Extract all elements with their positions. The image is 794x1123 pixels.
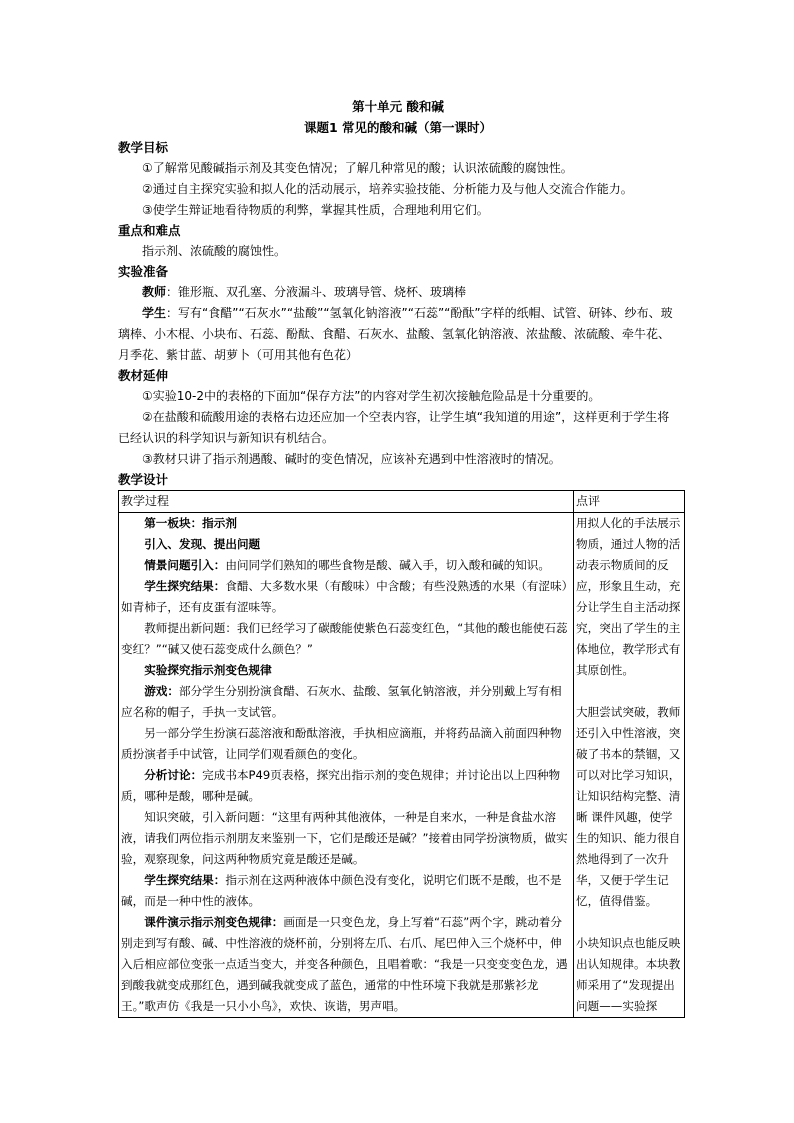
prep-teacher-label: 教师 [142, 285, 167, 299]
para-2-text: 食醋、大多数水果（有酸味）中含酸；有些没熟透的水果（有涩味）如青柿子，还有皮蛋有涩味等。 [121, 579, 568, 614]
prep-student-label: 学生 [142, 306, 167, 320]
para-4-text: 部分学生分别扮演食醋、石灰水、盐酸、氢氧化钠溶液，并分别戴上写有相应名称的帽子，手执一支试管。 [121, 684, 562, 719]
comment-cell [574, 513, 685, 1018]
extend-item-1: ①实验10-2中的表格的下面加“保存方法”的内容对学生初次接触危险品是十分重要的。 [142, 389, 601, 403]
prep-teacher [118, 282, 678, 303]
para-9-text: 画面是一只变色龙，身上写着“石蕊”两个字，跳动着分别走到写有酸、碱、中性溶液的烧杯前，分别将左爪、右爪、尾巴伸入三个烧杯中，伸入后相应部位变张一点适当变大，并变各种颜色，且唱着歌：“我是一只变变变色龙，遇到酸我就变成那红色，遇到碱我就变成了蓝色，通常的中性环境下我就是那紫衫龙王。”歌声仿《我是一只小小鸟》，欢快、诙谐，男声唱。 [121, 915, 568, 1013]
design-heading: 教学设计 [118, 472, 169, 487]
process-para-8 [121, 870, 571, 912]
para-1-label: 情景问题引入： [144, 558, 226, 572]
para-6-text: 完成书本P49页表格，探究出指示剂的变色规律；并讨论出以上四种物质，哪种是酸，哪种是碱。 [121, 768, 561, 803]
module-title: 第一板块：指示剂 [144, 516, 237, 530]
extend-item-3: ③教材只讲了指示剂遇酸、碱时的变色情况，应该补充遇到中性溶液时的情况。 [142, 452, 561, 466]
table-header-row [119, 491, 685, 513]
goals-heading: 教学目标 [118, 140, 169, 155]
para-9-label: 课件演示指示剂变色规律： [144, 915, 284, 929]
comment-3: 小块知识点也能反映出认知规律。本块教师采用了“发现提出问题——实验探 [576, 936, 681, 1013]
design-table [118, 490, 685, 1018]
goal-item-1: ①了解常见酸碱指示剂及其变色情况；了解几种常见的酸；认识浓硫酸的腐蚀性。 [142, 161, 573, 175]
process-para-3: 教师提出新问题：我们已经学习了碳酸能使紫色石蕊变红色，“其他的酸也能使石蕊变红？”“碱又使石蕊变成什么颜色？” [121, 621, 568, 656]
para-1-text: 由问同学们熟知的哪些食物是酸、碱入手，切入酸和碱的知识。 [225, 558, 550, 572]
intro-subhead: 引入、发现、提出问题 [144, 537, 261, 551]
table-row [119, 513, 685, 1018]
prep-teacher-text: ：锥形瓶、双孔塞、分液漏斗、玻璃导管、烧杯、玻璃棒 [166, 285, 467, 299]
experiment-subhead: 实验探究指示剂变色规律 [144, 663, 272, 677]
process-cell [119, 513, 574, 1018]
key-text: 指示剂、浓硫酸的腐蚀性。 [142, 244, 287, 258]
document-page [118, 96, 681, 1018]
header-comment: 点评 [574, 491, 685, 513]
process-para-1 [121, 555, 571, 576]
unit-title: 第十单元 酸和碱 [352, 99, 444, 114]
extend-item-2: ②在盐酸和硫酸用途的表格右边还应加一个空表内容，让学生填“我知道的用途”，这样更利于学生将已经认识的科学知识与新知识有机结合。 [118, 410, 670, 445]
comment-2: 大胆尝试突破，教师还引入中性溶液，突破了书本的禁锢，又可以对比学习知识，让知识结构完整、清晰 课件风趣，使学生的知识、能力很自然地得到了一次升华，又便于学生记忆，值得借鉴。 [576, 705, 681, 908]
key-heading: 重点和难点 [118, 223, 181, 238]
para-2-label: 学生探究结果： [144, 579, 226, 593]
header-process: 教学过程 [119, 491, 574, 513]
prep-student [118, 303, 678, 366]
title-block [118, 96, 678, 138]
process-para-5: 另一部分学生扮演石蕊溶液和酚酞溶液，手执相应滴瓶，并将药品滴入前面四种物质扮演者手中试管，让同学们观看颜色的变化。 [121, 726, 562, 761]
process-para-2 [121, 576, 571, 618]
process-para-9 [121, 912, 571, 1017]
extend-heading: 教材延伸 [118, 368, 169, 383]
process-para-7: 知识突破，引入新问题：“这里有两种其他液体，一种是自来水，一种是食盐水溶液，请我们两位指示剂朋友来鉴别一下，它们是酸还是碱？”接着由同学扮演物质，做实验，观察现象，问这两种物质究竟是酸还是碱。 [121, 810, 568, 866]
goal-item-2: ②通过自主探究实验和拟人化的活动展示，培养实验技能、分析能力及与他人交流合作能力。 [142, 182, 633, 196]
para-4-label: 游戏： [144, 684, 179, 698]
prep-heading: 实验准备 [118, 264, 169, 279]
para-6-label: 分析讨论： [144, 768, 203, 782]
goal-item-3: ③使学生辩证地看待物质的利弊，掌握其性质，合理地利用它们。 [142, 203, 489, 217]
process-para-4 [121, 681, 571, 723]
process-para-6 [121, 765, 571, 807]
prep-student-text: ：写有“食醋”“石灰水”“盐酸”“氢氧化钠溶液”“石蕊”“酚酞”字样的纸帽、试管、研钵、纱布、玻璃棒、小木棍、小块布、石蕊、酚酞、食醋、石灰水、盐酸、氢氧化钠溶液、浓盐酸、浓硫酸、牵牛花、月季花、紫甘蓝、胡萝卜（可用其他有色花） [118, 306, 673, 362]
comment-1: 用拟人化的手法展示物质，通过人物的活动表示物质间的反应，形象且生动，充分让学生自主活动探究，突出了学生的主体地位，教学形式有其原创性。 [576, 516, 681, 677]
lesson-title: 课题1 常见的酸和碱（第一课时） [303, 120, 493, 135]
para-8-label: 学生探究结果： [144, 873, 226, 887]
para-8-text: 指示剂在这两种液体中颜色没有变化，说明它们既不是酸，也不是碱，而是一种中性的液体。 [121, 873, 562, 908]
